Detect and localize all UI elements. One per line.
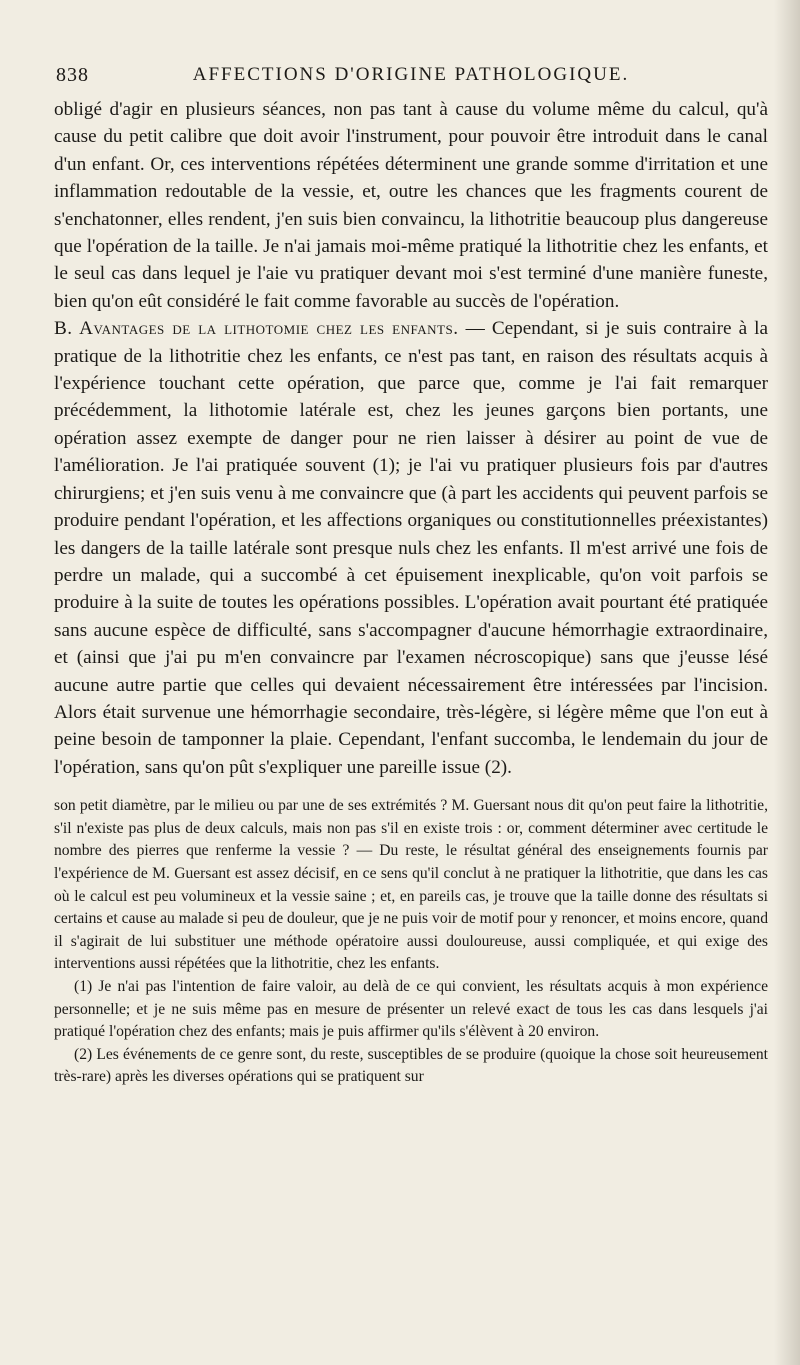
running-head — [54, 56, 768, 90]
paragraph-2-text: — Cependant, si je suis contraire à la pratique de la lithotritie chez les enfants, ce n'est pas tant, en raison des résultats acquis à l'expérience touchant cette opération, que parce que, comme je l'ai fait remarquer précédemment, la lithotomie latérale est, chez les jeunes garçons bien portants, une opération assez exempte de danger pour ne rien laisser à désirer au point de vue de l'amélioration. Je l'ai pratiquée souvent (1); je l'ai vu pratiquer plusieurs fois par d'autres chirurgiens; et j'en suis venu à me convaincre que (à part les accidents qui peuvent parfois se produire pendant l'opération, et les affections organiques ou constitutionnelles préexistantes) les dangers de la taille latérale sont presque nuls chez les enfants. Il m'est arrivé une fois de perdre un malade, qui a succombé à cet épuisement inexplicable, qu'on voit parfois se produire à la suite de toutes les opérations possibles. L'opération avait pourtant été pratiquée sans aucune espèce de difficulté, sans s'accompagner d'aucune hémorrhagie extraordinaire, et (ainsi que j'ai pu m'en convaincre par l'examen nécroscopique) sans que j'eusse lésé aucune autre partie que celles qui devaient nécessairement être intéressées par l'incision. Alors était survenue une hémorrhagie secondaire, très-légère, si légère même que l'on eut à peine besoin de tamponner la plaie. Cependant, l'enfant succomba, le lendemain du jour de l'opération, sans qu'on pût s'expliquer une pareille issue (2). — [54, 318, 768, 778]
section-heading: B. Avantages de la lithotomie chez les enfants. — [54, 318, 459, 340]
page-number: 838 — [56, 64, 89, 86]
book-page — [54, 56, 768, 1089]
footnotes — [54, 795, 768, 1089]
running-title: AFFECTIONS D'ORIGINE PATHOLOGIQUE. — [192, 64, 630, 85]
footnote-1: (1) Je n'ai pas l'intention de faire valoir, au delà de ce qui convient, les résultats acquis à mon expérience personnelle; et je ne suis même pas en mesure de présenter un relevé exact de tous les cas dans lesquels j'ai pratiqué l'opération chez des enfants; mais je puis affirmer qu'ils s'élèvent à 20 environ. — [54, 977, 768, 1041]
footnote-continuation: son petit diamètre, par le milieu ou par une de ses extrémités ? M. Guersant nous dit qu'on peut faire la lithotritie, s'il n'existe pas plus de deux calculs, mais non pas s'il en existe trois : or, comment déterminer avec certitude le nombre des pierres que renferme la vessie ? — Du reste, le résultat général des enseignements fournis par l'expérience de M. Guersant est assez décisif, en ce sens qu'il conclut à ne pratiquer la lithotritie, que dans les cas où le calcul est peu volumineux et la vessie saine ; et, en pareils cas, je trouve que la taille donne des résultats si certains et cause au malade si peu de douleur, que je ne puis voir de motif pour y renoncer, et moins encore, quand il s'agirait de lui substituer une méthode opératoire aussi douloureuse, aussi compliquée, et qui exige des interventions aussi répétées que la lithotritie, chez les enfants. — [54, 797, 768, 973]
main-text — [54, 96, 768, 781]
paragraph-1: obligé d'agir en plusieurs séances, non pas tant à cause du volume même du calcul, qu'à cause du petit calibre que doit avoir l'instrument, pour pouvoir être introduit dans le canal d'un enfant. Or, ces interventions répétées déterminent une grande somme d'irritation et une inflammation redoutable de la vessie, et, outre les chances que les fragments courent de s'enchatonner, elles rendent, j'en suis bien convaincu, la lithotritie beaucoup plus dangereuse que l'opération de la taille. Je n'ai jamais moi-même pratiqué la lithotritie chez les enfants, et le seul cas dans lequel je l'aie vu pratiquer devant moi s'est terminé d'une manière funeste, bien qu'on eût considéré le fait comme favorable au succès de l'opération. — [54, 99, 768, 312]
paragraph-2 — [54, 315, 768, 781]
footnote-2: (2) Les événements de ce genre sont, du reste, susceptibles de se produire (quoique la chose soit heureusement très-rare) après les diverses opérations qui se pratiquent sur — [54, 1045, 768, 1086]
page-edge-shadow — [774, 0, 800, 1365]
